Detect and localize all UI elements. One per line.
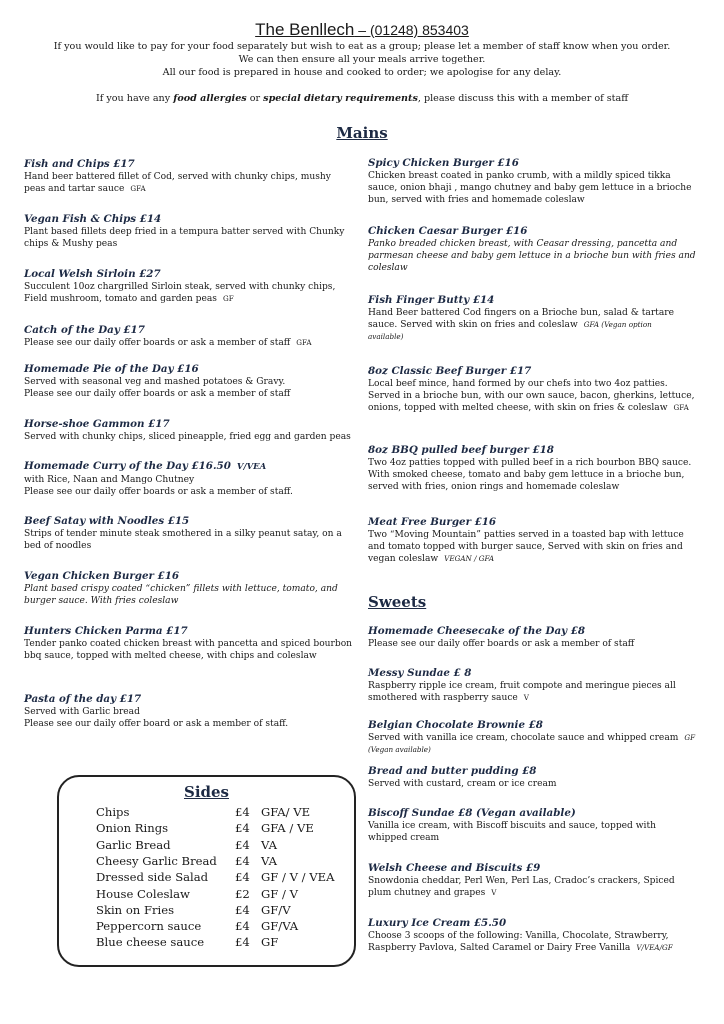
menu-item-name xyxy=(368,157,703,170)
menu-item-description xyxy=(368,638,703,650)
mains-heading: Mains xyxy=(336,124,388,142)
description-text: Raspberry ripple ice cream, fruit compote and meringue pieces all xyxy=(368,681,676,691)
description-text: Served with Garlic bread xyxy=(24,707,140,717)
menu-item-name xyxy=(368,765,703,778)
sweets-heading: Sweets xyxy=(368,593,427,611)
side-name: Skin on Fries xyxy=(96,902,175,917)
description-text: chips & Mushy peas xyxy=(24,239,118,250)
description-text: sauce. Served with skin on fries and coleslaw xyxy=(368,320,578,331)
description-text: whipped cream xyxy=(368,833,440,844)
menu-item xyxy=(368,765,703,790)
menu-item xyxy=(24,625,359,662)
side-name: Onion Rings xyxy=(96,821,169,836)
menu-item-description xyxy=(368,778,703,790)
description-text: Raspberry Pavlova, Salted Caramel or Dairy Free Vanilla xyxy=(368,943,631,954)
description-text: Please see our daily offer board or ask a member of staff. xyxy=(24,719,289,730)
description-text: Choose 3 scoops of the following: Vanilla, Chocolate, Strawberry, xyxy=(368,931,669,941)
menu-item-name xyxy=(24,625,359,638)
side-price: £4 xyxy=(235,853,250,868)
menu-item-title: Chicken Caesar Burger £16 xyxy=(368,225,528,237)
side-diet: GF / V xyxy=(261,886,298,901)
menu-item xyxy=(368,225,703,275)
menu-item-description xyxy=(368,378,703,390)
menu-item-description xyxy=(368,250,703,262)
dietary-tag: V xyxy=(491,888,497,898)
menu-item-name xyxy=(24,324,359,337)
menu-item-title: Beef Satay with Noodles £15 xyxy=(24,515,190,527)
menu-header xyxy=(0,20,724,105)
menu-item-name xyxy=(368,294,703,307)
menu-item-title: Local Welsh Sirloin £27 xyxy=(24,268,161,280)
menu-item-description xyxy=(368,930,703,942)
side-name: Cheesy Garlic Bread xyxy=(96,853,217,868)
description-text: onions, topped with melted cheese, with skin on fries & coleslaw xyxy=(368,403,668,414)
allergy-text-2: or xyxy=(246,93,264,104)
menu-item-name xyxy=(24,515,359,528)
menu-item-description xyxy=(368,875,703,887)
menu-item-description xyxy=(368,469,703,481)
description-text: Strips of tender minute steak smothered in a silky peanut satay, on a xyxy=(24,529,342,539)
description-text: Plant based crispy coated “chicken” fillets with lettuce, tomato, and xyxy=(24,584,338,594)
side-price: £4 xyxy=(235,870,250,885)
menu-item xyxy=(368,807,703,844)
menu-item-name xyxy=(24,158,359,171)
description-text: Please see our daily offer boards or ask a member of staff xyxy=(24,338,291,348)
menu-item-description xyxy=(24,595,359,607)
menu-item-title: Fish and Chips £17 xyxy=(24,158,135,170)
menu-item-description xyxy=(24,293,359,305)
dietary-tag: GFA xyxy=(130,184,146,194)
description-text: Served with vanilla ice cream, chocolate sauce and whipped cream xyxy=(368,733,679,743)
menu-item-description xyxy=(368,553,703,565)
menu-item-title: Messy Sundae £ 8 xyxy=(368,667,472,679)
menu-item xyxy=(368,667,703,704)
restaurant-name: The Benllech xyxy=(255,20,355,39)
menu-item-description xyxy=(24,281,359,293)
menu-item-title: Meat Free Burger £16 xyxy=(368,516,497,528)
description-text: Vanilla ice cream, with Biscoff biscuits and sauce, topped with xyxy=(368,821,656,831)
menu-item-title: Pasta of the day £17 xyxy=(24,693,142,705)
description-text: Hand beer battered fillet of Cod, served with chunky chips, mushy xyxy=(24,172,331,182)
menu-item-description xyxy=(368,182,703,194)
menu-item xyxy=(368,294,703,344)
description-text: Two 4oz patties topped with pulled beef in a rich bourbon BBQ sauce. xyxy=(368,458,692,468)
side-diet: GF/VA xyxy=(261,919,299,934)
intro-line-3: All our food is prepared in house and cooked to order; we apologise for any delay. xyxy=(162,67,562,78)
intro-line-1: If you would like to pay for your food separately but wish to eat as a group; please let a member of staff know when you order. xyxy=(53,41,671,52)
menu-item-name xyxy=(368,807,703,820)
menu-item-name xyxy=(24,213,359,226)
description-text: Snowdonia cheddar, Perl Wen, Perl Las, Cradoc’s crackers, Spiced xyxy=(368,876,675,886)
description-text: peas and tartar sauce xyxy=(24,184,125,195)
menu-item-name xyxy=(24,460,359,474)
description-text: Served with chunky chips, sliced pineapple, fried egg and garden peas xyxy=(24,432,351,442)
menu-item xyxy=(24,570,359,607)
menu-item-description xyxy=(368,820,703,832)
menu-item-title: Spicy Chicken Burger £16 xyxy=(368,157,519,169)
menu-item-title: Homemade Pie of the Day £16 xyxy=(24,363,199,375)
description-text: and tomato topped with burger sauce, Served with skin on fries and xyxy=(368,542,683,553)
side-name: Chips xyxy=(96,805,130,819)
menu-item xyxy=(24,460,359,498)
menu-item xyxy=(368,917,703,954)
side-price: £4 xyxy=(235,935,250,950)
menu-item-name xyxy=(368,719,703,732)
description-text: Please see our daily offer boards or ask a member of staff. xyxy=(24,487,293,498)
menu-item xyxy=(24,158,359,195)
dietary-tag: GFA xyxy=(673,403,689,413)
menu-item-name xyxy=(24,418,359,431)
menu-item-name xyxy=(368,917,703,930)
description-text: Panko breaded chicken breast, with Ceasar dressing, pancetta and xyxy=(368,239,678,249)
menu-item-description xyxy=(368,529,703,541)
menu-item-name xyxy=(368,365,703,378)
menu-item xyxy=(24,693,359,730)
side-name: Garlic Bread xyxy=(96,837,171,852)
side-price: £4 xyxy=(235,837,250,852)
menu-item-title: Fish Finger Butty £14 xyxy=(368,294,495,306)
menu-item-description xyxy=(368,319,703,331)
side-price: £4 xyxy=(235,902,250,917)
description-text: Served with seasonal veg and mashed potatoes & Gravy. xyxy=(24,377,286,387)
menu-item xyxy=(24,213,359,250)
menu-item-description xyxy=(368,692,703,704)
sides-box xyxy=(57,775,356,967)
dietary-tag: V/VEA/GF xyxy=(636,943,673,953)
menu-item xyxy=(368,719,703,756)
description-text: Tender panko coated chicken breast with pancetta and spiced bourbon xyxy=(24,639,353,649)
menu-item-description xyxy=(24,718,359,730)
menu-item-name xyxy=(368,225,703,238)
intro-line-2: We can then ensure all your meals arrive together. xyxy=(238,54,486,65)
menu-item-description xyxy=(368,331,703,343)
menu-item-description xyxy=(368,402,703,414)
menu-item-title: Vegan Fish & Chips £14 xyxy=(24,213,162,225)
menu-item-description xyxy=(368,262,703,274)
menu-item-title: 8oz Classic Beef Burger £17 xyxy=(368,365,532,377)
side-diet: GFA/ VE xyxy=(261,805,311,819)
menu-item-name xyxy=(368,667,703,680)
description-text: Served in a brioche bun, with our own sauce, bacon, gherkins, lettuce, xyxy=(368,391,695,402)
menu-item-description xyxy=(368,680,703,692)
side-price: £4 xyxy=(235,805,250,819)
menu-item-description xyxy=(368,170,703,182)
menu-item-description xyxy=(368,832,703,844)
menu-item-name xyxy=(368,625,703,638)
description-text: bbq sauce, topped with melted cheese, with chips and coleslaw xyxy=(24,651,317,662)
menu-item xyxy=(24,363,359,400)
description-text: With smoked cheese, tomato and baby gem lettuce in a brioche bun, xyxy=(368,470,685,481)
side-diet: GF xyxy=(261,935,279,950)
menu-item-description xyxy=(368,942,703,954)
menu-item-name xyxy=(368,516,703,529)
menu-item xyxy=(368,365,703,415)
description-text: smothered with raspberry sauce xyxy=(368,693,518,704)
description-text: burger sauce. With fries coleslaw xyxy=(24,596,179,607)
side-diet: VA xyxy=(261,853,277,868)
dietary-tag: V/VEA xyxy=(236,462,267,472)
description-text: Local beef mince, hand formed by our chefs into two 4oz patties. xyxy=(368,379,668,389)
description-text: Succulent 10oz chargrilled Sirloin steak, served with chunky chips, xyxy=(24,282,336,292)
description-text: bun, served with fries and homemade coleslaw xyxy=(368,195,585,206)
menu-item-description xyxy=(368,194,703,206)
menu-item-description xyxy=(368,457,703,469)
menu-item-description xyxy=(24,171,359,183)
menu-item-title: Homemade Cheesecake of the Day £8 xyxy=(368,625,586,637)
menu-item-description xyxy=(24,376,359,388)
menu-item-name xyxy=(24,570,359,583)
dietary-tag: GF (Vegan available) xyxy=(368,733,696,755)
menu-item-title: 8oz BBQ pulled beef burger £18 xyxy=(368,444,554,456)
dietary-tag: GF xyxy=(222,294,234,304)
side-name: Peppercorn sauce xyxy=(96,919,202,934)
description-text: Please see our daily offer boards or ask a member of staff xyxy=(24,389,291,400)
description-text: coleslaw xyxy=(368,263,408,274)
description-text: served with fries, onion rings and homemade coleslaw xyxy=(368,482,620,493)
menu-item-description xyxy=(24,540,359,552)
description-text: with Rice, Naan and Mango Chutney xyxy=(24,475,195,485)
menu-item xyxy=(368,516,703,566)
menu-item-title: Luxury Ice Cream £5.50 xyxy=(368,917,507,929)
menu-item-description xyxy=(24,706,359,718)
restaurant-title xyxy=(0,20,724,40)
menu-item-description xyxy=(368,307,703,319)
menu-item-description xyxy=(24,238,359,250)
menu-item-title: Homemade Curry of the Day £16.50 xyxy=(24,460,231,472)
description-text: Hand Beer battered Cod fingers on a Brioche bun, salad & tartare xyxy=(368,308,674,318)
description-text: Two “Moving Mountain” patties served in a toasted bap with lettuce xyxy=(368,530,684,540)
description-text: vegan coleslaw xyxy=(368,554,439,565)
menu-item-description xyxy=(368,390,703,402)
menu-item-title: Hunters Chicken Parma £17 xyxy=(24,625,188,637)
menu-item-name xyxy=(368,862,703,875)
sides-heading: Sides xyxy=(183,783,229,801)
allergy-emphasis-2: special dietary requirements xyxy=(263,93,418,104)
menu-item-title: Welsh Cheese and Biscuits £9 xyxy=(368,862,541,874)
side-name: Blue cheese sauce xyxy=(96,935,205,950)
menu-item-title: Biscoff Sundae £8 (Vegan available) xyxy=(368,807,576,819)
side-diet: GF/V xyxy=(261,902,291,917)
menu-item-name xyxy=(24,363,359,376)
description-text: Field mushroom, tomato and garden peas xyxy=(24,294,217,305)
side-price: £4 xyxy=(235,919,250,934)
description-text: plum chutney and grapes xyxy=(368,888,486,899)
menu-item-description xyxy=(24,638,359,650)
menu-item-description xyxy=(368,481,703,493)
menu-item-description xyxy=(24,431,359,443)
menu-item-description xyxy=(368,732,703,756)
title-dash: – xyxy=(354,22,370,38)
allergy-emphasis-1: food allergies xyxy=(173,93,247,104)
dietary-tag: V xyxy=(523,693,529,703)
menu-item-title: Catch of the Day £17 xyxy=(24,324,145,336)
description-text: sauce, onion bhaji , mango chutney and baby gem lettuce in a brioche xyxy=(368,183,692,194)
menu-item-description xyxy=(24,583,359,595)
menu-item xyxy=(24,515,359,552)
dietary-tag: GFA xyxy=(296,338,312,347)
menu-item-description xyxy=(24,183,359,195)
menu-item-description xyxy=(24,528,359,540)
side-price: £4 xyxy=(235,821,250,836)
menu-item-description xyxy=(24,337,359,349)
menu-item-description xyxy=(24,474,359,486)
menu-item-name xyxy=(24,693,359,706)
side-diet: GFA / VE xyxy=(261,821,314,836)
menu-item xyxy=(24,418,359,443)
menu-item xyxy=(24,268,359,305)
menu-item-description xyxy=(24,486,359,498)
menu-item-description xyxy=(24,388,359,400)
menu-item xyxy=(368,862,703,899)
menu-item-title: Belgian Chocolate Brownie £8 xyxy=(368,719,543,731)
description-text: Please see our daily offer boards or ask a member of staff xyxy=(368,639,635,649)
menu-item-description xyxy=(368,541,703,553)
menu-item-description xyxy=(368,887,703,899)
menu-item-name xyxy=(368,444,703,457)
phone-number: (01248) 853403 xyxy=(369,22,469,38)
side-name: House Coleslaw xyxy=(96,886,190,901)
menu-item xyxy=(24,324,359,349)
menu-item-description xyxy=(368,238,703,250)
description-text: Plant based fillets deep fried in a tempura batter served with Chunky xyxy=(24,227,345,237)
dietary-tag: VEGAN / GFA xyxy=(444,554,495,564)
side-price: £2 xyxy=(235,886,250,901)
menu-item-title: Bread and butter pudding £8 xyxy=(368,765,537,777)
dietary-tag: available) xyxy=(368,332,404,342)
menu-item xyxy=(368,625,703,650)
description-text: Served with custard, cream or ice cream xyxy=(368,779,557,789)
description-text: Chicken breast coated in panko crumb, with a mildly spiced tikka xyxy=(368,171,671,181)
menu-item-title: Vegan Chicken Burger £16 xyxy=(24,570,180,582)
menu-item xyxy=(368,157,703,207)
dietary-tag: GFA (Vegan option xyxy=(583,320,652,330)
description-text: bed of noodles xyxy=(24,541,92,552)
allergy-text-3: , please discuss this with a member of staff xyxy=(417,93,629,104)
allergy-notice xyxy=(0,92,724,105)
side-diet: GF / V / VEA xyxy=(261,870,335,885)
side-diet: VA xyxy=(261,837,277,852)
menu-item-description xyxy=(24,226,359,238)
menu-item-description xyxy=(24,650,359,662)
menu-item xyxy=(368,444,703,494)
menu-item-title: Horse-shoe Gammon £17 xyxy=(24,418,170,430)
menu-item-name xyxy=(24,268,359,281)
description-text: parmesan cheese and baby gem lettuce in a brioche bun with fries and xyxy=(368,251,696,262)
allergy-text-1: If you have any xyxy=(95,93,174,104)
side-name: Dressed side Salad xyxy=(96,870,209,885)
